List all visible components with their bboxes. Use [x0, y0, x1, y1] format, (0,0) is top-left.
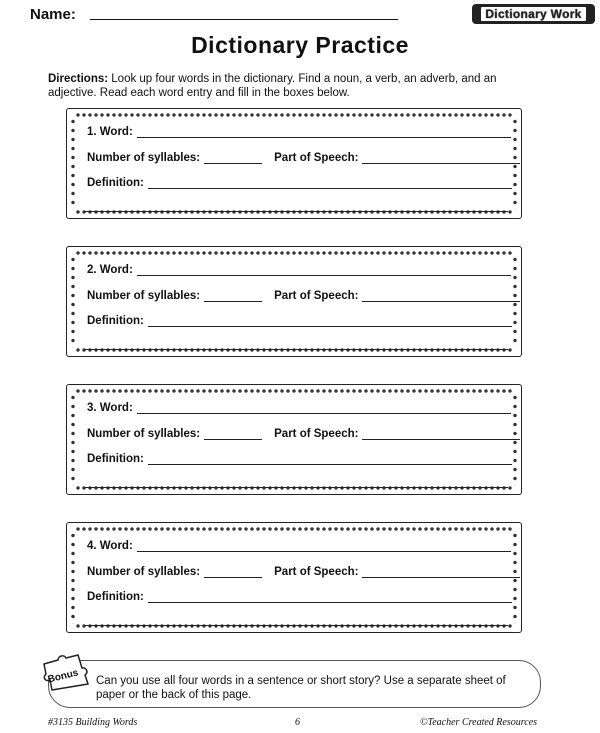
- directions-label: Directions:: [48, 73, 109, 85]
- dot-border-top: [75, 113, 513, 117]
- pos-field[interactable]: [362, 162, 520, 164]
- directions-text: Look up four words in the dictionary. Find a noun, a verb, an adverb, and an adjective. Read each word entry and fill in the boxes below.: [48, 73, 497, 99]
- word-field[interactable]: [137, 412, 511, 414]
- page-header: [30, 4, 595, 28]
- word-field[interactable]: [137, 550, 511, 552]
- definition-field[interactable]: [148, 325, 512, 327]
- name-label: Name:: [30, 6, 76, 23]
- word-label: 4. Word:: [87, 540, 133, 552]
- dot-border-left: [71, 393, 75, 486]
- definition-label: Definition:: [87, 453, 144, 465]
- footer-right: ©Teacher Created Resources: [420, 717, 538, 728]
- syllables-field[interactable]: [204, 576, 262, 578]
- definition-field-2[interactable]: [85, 210, 508, 212]
- dot-border-left: [71, 531, 75, 624]
- definition-row: [87, 177, 512, 189]
- entry-box-3: [66, 384, 522, 495]
- definition-label: Definition:: [87, 315, 144, 327]
- dot-border-top: [75, 527, 513, 531]
- definition-label: Definition:: [87, 177, 144, 189]
- pos-label: Part of Speech:: [274, 152, 359, 164]
- word-label: 1. Word:: [87, 126, 133, 138]
- pos-field[interactable]: [362, 438, 520, 440]
- pos-label: Part of Speech:: [274, 428, 359, 440]
- dot-border-left: [71, 255, 75, 348]
- pos-field[interactable]: [362, 576, 520, 578]
- pos-label: Part of Speech:: [274, 566, 359, 578]
- page-title: Dictionary Practice: [191, 32, 409, 58]
- word-row: [87, 402, 511, 414]
- syllables-pos-row: [87, 290, 520, 302]
- footer-left: #3135 Building Words: [48, 717, 138, 728]
- word-row: [87, 126, 511, 138]
- syllables-pos-row: [87, 428, 520, 440]
- directions: [48, 72, 548, 100]
- word-field[interactable]: [137, 274, 511, 276]
- syllables-pos-row: [87, 566, 520, 578]
- syllables-label: Number of syllables:: [87, 566, 201, 578]
- bonus-text: Can you use all four words in a sentence or short story? Use a separate sheet of paper or the back of this page.: [96, 675, 506, 701]
- pos-field[interactable]: [362, 300, 520, 302]
- definition-row: [87, 453, 512, 465]
- syllables-pos-row: [87, 152, 520, 164]
- word-row: [87, 264, 511, 276]
- syllables-label: Number of syllables:: [87, 152, 201, 164]
- page-number: 6: [295, 717, 300, 728]
- word-label: 2. Word:: [87, 264, 133, 276]
- definition-field[interactable]: [148, 187, 512, 189]
- syllables-field[interactable]: [204, 300, 262, 302]
- word-field[interactable]: [137, 136, 511, 138]
- syllables-label: Number of syllables:: [87, 428, 201, 440]
- definition-field-2[interactable]: [85, 624, 508, 626]
- definition-field[interactable]: [148, 601, 512, 603]
- puzzle-piece-icon: [38, 652, 92, 692]
- definition-label: Definition:: [87, 591, 144, 603]
- badge-text: Dictionary Work: [480, 6, 586, 22]
- name-line[interactable]: [90, 19, 398, 20]
- entry-box-1: [66, 108, 522, 219]
- dot-border-top: [75, 389, 513, 393]
- pos-label: Part of Speech:: [274, 290, 359, 302]
- entry-box-4: [66, 522, 522, 633]
- entry-box-2: [66, 246, 522, 357]
- word-label: 3. Word:: [87, 402, 133, 414]
- bonus-label: Bonus: [46, 667, 80, 686]
- syllables-label: Number of syllables:: [87, 290, 201, 302]
- definition-field-2[interactable]: [85, 348, 508, 350]
- syllables-field[interactable]: [204, 438, 262, 440]
- definition-row: [87, 315, 512, 327]
- word-row: [87, 540, 511, 552]
- definition-field-2[interactable]: [85, 486, 508, 488]
- definition-row: [87, 591, 512, 603]
- dot-border-top: [75, 251, 513, 255]
- definition-field[interactable]: [148, 463, 512, 465]
- dictionary-work-badge: [472, 4, 595, 24]
- syllables-field[interactable]: [204, 162, 262, 164]
- dot-border-left: [71, 117, 75, 210]
